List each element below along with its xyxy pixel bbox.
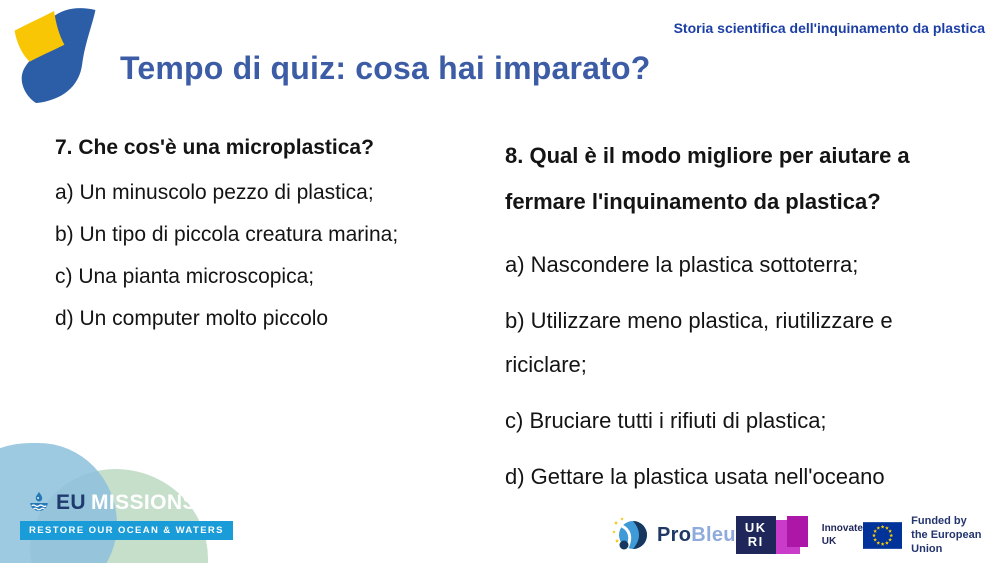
ukri-ri-text: RI xyxy=(747,534,764,549)
question-7-block xyxy=(55,130,495,340)
probleu-bleu-text: Bleu xyxy=(691,523,736,546)
question-7-option-c: c) Una pianta microscopica; xyxy=(55,265,315,288)
innovate-uk-line1: Innovate xyxy=(821,523,863,534)
question-8-option-a: a) Nascondere la plastica sottoterra; xyxy=(505,252,859,277)
missions-banner: RESTORE OUR OCEAN & WATERS xyxy=(20,521,233,540)
eu-funding-label xyxy=(911,514,990,556)
probleu-logo xyxy=(612,517,736,553)
missions-wordmark xyxy=(56,491,197,515)
question-8-option-c: c) Bruciare tutti i rifiuti di plastica; xyxy=(505,408,827,433)
ukri-magenta-mark-icon xyxy=(776,516,810,554)
eu-flag-icon xyxy=(863,518,902,553)
ukri-uk-text: UK xyxy=(744,520,767,535)
missions-wordmark-row xyxy=(28,491,197,515)
innovate-uk-label xyxy=(822,522,863,548)
innovate-uk-line2: UK xyxy=(821,536,837,547)
missions-eu-text: EU xyxy=(56,491,86,514)
missions-missions-text: MISSIONS xyxy=(90,491,197,514)
page-title: Tempo di quiz: cosa hai imparato? xyxy=(120,50,651,86)
question-8-option-b: b) Utilizzare meno plastica, riutilizzare e riciclare; xyxy=(505,308,893,377)
question-7-option-d: d) Un computer molto piccolo xyxy=(55,307,329,330)
probleu-wordmark xyxy=(657,524,736,547)
eu-funding-line2: the European Union xyxy=(911,529,982,555)
question-8-block xyxy=(505,133,980,511)
eu-missions-logo xyxy=(0,455,224,563)
question-8-text: 8. Qual è il modo migliore per aiutare a fermare l'inquinamento da plastica? xyxy=(505,143,910,214)
probleu-pro-text: Pro xyxy=(657,523,692,546)
eu-funding-line1: Funded by xyxy=(911,515,967,527)
ukri-letter-block xyxy=(736,516,776,554)
water-drop-waves-icon xyxy=(28,491,50,515)
eu-funding-logo xyxy=(863,514,990,556)
ukri-logo xyxy=(736,516,863,554)
question-8-option-d: d) Gettare la plastica usata nell'oceano xyxy=(505,464,885,489)
probleu-globe-icon xyxy=(612,517,650,553)
course-title: Storia scientifica dell'inquinamento da plastica xyxy=(673,20,985,36)
probleu-bird-logo-icon xyxy=(8,4,102,110)
question-7-option-a: a) Un minuscolo pezzo di plastica; xyxy=(55,181,374,204)
partner-logos-strip xyxy=(612,512,990,558)
question-7-text: 7. Che cos'è una microplastica? xyxy=(55,136,374,159)
question-7-option-b: b) Un tipo di piccola creatura marina; xyxy=(55,223,399,246)
